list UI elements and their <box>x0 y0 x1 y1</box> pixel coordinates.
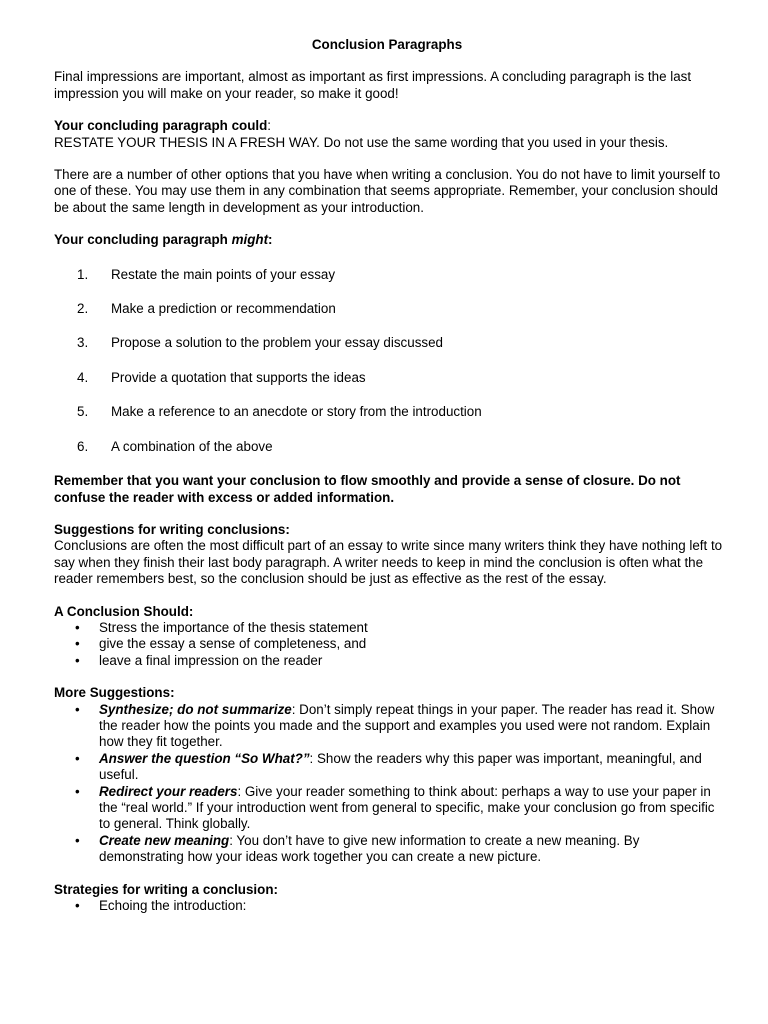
remember-paragraph: Remember that you want your conclusion to flow smoothly and provide a sense of closure. Do not confuse the reader with excess or added information. <box>54 473 681 505</box>
list-item-text: Restate the main points of your essay <box>111 266 336 282</box>
list-item-text: Propose a solution to the problem your essay discussed <box>111 335 443 351</box>
list-item-term: Answer the question “So What?” <box>99 750 310 766</box>
list-item <box>54 751 726 784</box>
could-heading-line <box>54 118 726 134</box>
list-item-text: Provide a quotation that supports the ideas <box>111 369 366 385</box>
strategies-list <box>54 898 726 914</box>
should-list <box>54 620 726 669</box>
list-item-number: 5. <box>77 404 89 420</box>
list-item-number: 6. <box>77 438 89 454</box>
might-heading-italic: might <box>231 232 269 248</box>
list-item <box>54 636 726 652</box>
bullet-icon: • <box>75 636 80 652</box>
bullet-icon: • <box>75 783 80 799</box>
list-item-term: Redirect your readers <box>99 783 238 799</box>
list-item-number: 1. <box>77 266 89 282</box>
list-item <box>54 267 726 283</box>
should-heading: A Conclusion Should: <box>54 603 194 619</box>
list-item-text: : Don’t simply repeat things in your paper. The reader has read it. Show the reader how the points you made and the support and examples you used were not random. Explain how they fit together. <box>99 701 715 750</box>
list-item <box>54 370 726 386</box>
bullet-icon: • <box>75 619 80 635</box>
suggestions-text: Conclusions are often the most difficult part of an essay to write since many writers think they have nothing left to say when they finish their last body paragraph. A writer needs to keep in mind the conclusion is often what the reader remembers best, so the conclusion should be just as effective as the rest of the essay. <box>54 538 723 587</box>
page-title: Conclusion Paragraphs <box>311 37 463 52</box>
options-paragraph: There are a number of other options that you have when writing a conclusion. You do not have to limit yourself to one of these. You may use them in any combination that seems appropriate. Remember, your conclusion should be about the same length in development as your introduction. <box>54 167 721 215</box>
list-item-number: 2. <box>77 301 89 317</box>
list-item <box>54 335 726 351</box>
list-item-text: Echoing the introduction: <box>99 898 247 914</box>
suggestions-heading: Suggestions for writing conclusions: <box>54 521 290 537</box>
list-item <box>54 404 726 420</box>
might-list <box>54 267 726 455</box>
could-text: RESTATE YOUR THESIS IN A FRESH WAY. Do not use the same wording that you used in your thesis. <box>54 134 669 150</box>
list-item <box>54 784 726 833</box>
could-heading: Your concluding paragraph could <box>54 118 268 134</box>
bullet-icon: • <box>75 652 80 668</box>
list-item-number: 3. <box>77 335 89 351</box>
list-item-text: : You don’t have to give new information to create a new meaning. By demonstrating how your ideas work together you can create a new picture. <box>99 832 640 865</box>
intro-paragraph: Final impressions are important, almost as important as first impressions. A concluding paragraph is the last impression you will make on your reader, so make it good! <box>54 69 692 101</box>
list-item-text: give the essay a sense of completeness, and <box>99 636 367 652</box>
might-heading <box>54 232 726 248</box>
list-item-text: Make a reference to an anecdote or story from the introduction <box>111 404 482 420</box>
bullet-icon: • <box>75 832 80 848</box>
list-item <box>54 898 726 914</box>
list-item <box>54 702 726 751</box>
document-page <box>54 37 726 914</box>
list-item <box>54 620 726 636</box>
more-list <box>54 702 726 866</box>
list-item-text: leave a final impression on the reader <box>99 652 323 668</box>
list-item-text: Make a prediction or recommendation <box>111 301 336 317</box>
list-item <box>54 833 726 866</box>
bullet-icon: • <box>75 898 80 914</box>
strategies-heading: Strategies for writing a conclusion: <box>54 881 278 897</box>
more-heading: More Suggestions: <box>54 685 175 701</box>
might-heading-suffix: : <box>268 232 273 248</box>
list-item-text: : Give your reader something to think about: perhaps a way to use your paper in the “real world.” If your introduction went from general to specific, make your conclusion go from specific to general. Think globally. <box>99 783 715 832</box>
list-item <box>54 653 726 669</box>
list-item <box>54 439 726 455</box>
bullet-icon: • <box>75 701 80 717</box>
could-heading-colon: : <box>267 118 272 134</box>
list-item-term: Synthesize; do not summarize <box>99 701 292 717</box>
list-item-text: : Show the readers why this paper was important, meaningful, and useful. <box>99 750 702 783</box>
list-item-term: Create new meaning <box>99 832 230 848</box>
list-item-text: Stress the importance of the thesis statement <box>99 619 368 635</box>
might-heading-prefix: Your concluding paragraph <box>54 232 232 248</box>
list-item-text: A combination of the above <box>111 438 273 454</box>
bullet-icon: • <box>75 750 80 766</box>
list-item-number: 4. <box>77 369 89 385</box>
list-item <box>54 301 726 317</box>
